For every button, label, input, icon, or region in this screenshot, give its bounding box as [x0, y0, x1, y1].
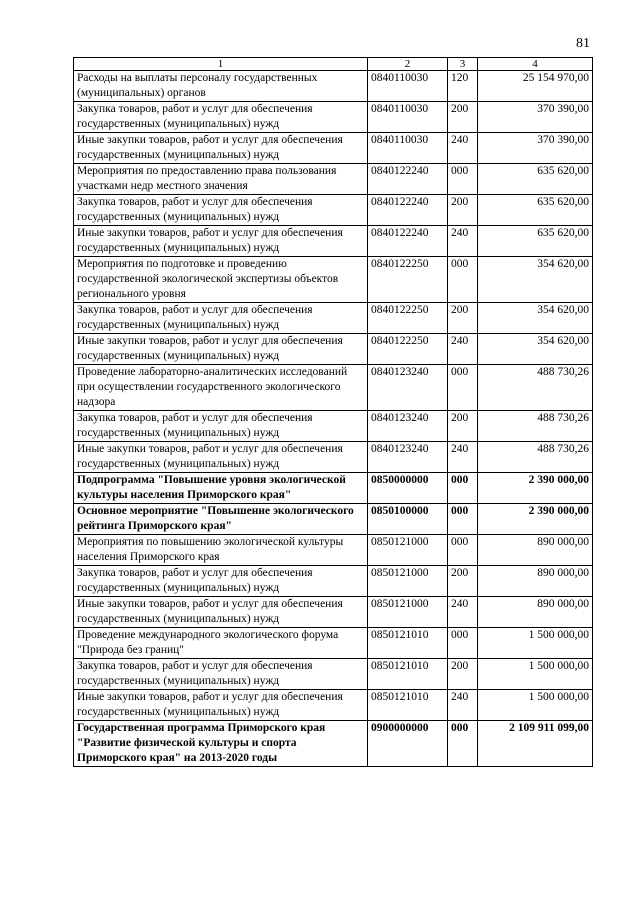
row-type: 000: [448, 257, 478, 303]
row-amount: 370 390,00: [478, 133, 593, 164]
row-type: 000: [448, 504, 478, 535]
row-type: 240: [448, 226, 478, 257]
row-code: 0840122240: [368, 195, 448, 226]
row-name: Иные закупки товаров, работ и услуг для обеспечения государственных (муниципальных) нужд: [74, 442, 368, 473]
row-amount: 354 620,00: [478, 334, 593, 365]
row-name: Государственная программа Приморского края "Развитие физической культуры и спорта Приморского края" на 2013-2020 годы: [74, 721, 368, 767]
row-code: 0850100000: [368, 504, 448, 535]
row-amount: 370 390,00: [478, 102, 593, 133]
row-type: 000: [448, 473, 478, 504]
row-amount: 2 390 000,00: [478, 504, 593, 535]
row-name: Иные закупки товаров, работ и услуг для обеспечения государственных (муниципальных) нужд: [74, 690, 368, 721]
table-row: [74, 133, 593, 164]
row-name: Закупка товаров, работ и услуг для обеспечения государственных (муниципальных) нужд: [74, 566, 368, 597]
table-row: [74, 334, 593, 365]
header-col-3: 3: [448, 58, 478, 71]
header-col-2: 2: [368, 58, 448, 71]
table-row: [74, 257, 593, 303]
row-code: 0850121010: [368, 659, 448, 690]
row-code: 0840122250: [368, 257, 448, 303]
row-code: 0850000000: [368, 473, 448, 504]
table-row: [74, 690, 593, 721]
row-name: Основное мероприятие "Повышение экологического рейтинга Приморского края": [74, 504, 368, 535]
row-amount: 354 620,00: [478, 257, 593, 303]
table-row: [74, 442, 593, 473]
row-amount: 1 500 000,00: [478, 659, 593, 690]
row-type: 200: [448, 659, 478, 690]
row-name: Закупка товаров, работ и услуг для обеспечения государственных (муниципальных) нужд: [74, 195, 368, 226]
row-code: 0840122250: [368, 334, 448, 365]
row-amount: 890 000,00: [478, 535, 593, 566]
table-row: [74, 195, 593, 226]
table-row: [74, 659, 593, 690]
row-code: 0840122250: [368, 303, 448, 334]
row-type: 200: [448, 411, 478, 442]
table-row: [74, 411, 593, 442]
row-name: Иные закупки товаров, работ и услуг для обеспечения государственных (муниципальных) нужд: [74, 334, 368, 365]
header-col-4: 4: [478, 58, 593, 71]
row-type: 200: [448, 102, 478, 133]
row-type: 000: [448, 721, 478, 767]
table-row: [74, 566, 593, 597]
row-code: 0850121000: [368, 566, 448, 597]
row-code: 0840123240: [368, 442, 448, 473]
table-row: [74, 504, 593, 535]
row-type: 000: [448, 535, 478, 566]
row-code: 0840110030: [368, 133, 448, 164]
row-amount: 1 500 000,00: [478, 690, 593, 721]
row-type: 120: [448, 71, 478, 102]
header-col-1: 1: [74, 58, 368, 71]
row-amount: 890 000,00: [478, 597, 593, 628]
row-code: 0900000000: [368, 721, 448, 767]
row-amount: 25 154 970,00: [478, 71, 593, 102]
row-name: Мероприятия по предоставлению права пользования участками недр местного значения: [74, 164, 368, 195]
row-amount: 635 620,00: [478, 226, 593, 257]
row-amount: 635 620,00: [478, 195, 593, 226]
row-amount: 2 390 000,00: [478, 473, 593, 504]
row-type: 240: [448, 133, 478, 164]
budget-table: [73, 57, 593, 767]
row-amount: 488 730,26: [478, 365, 593, 411]
row-code: 0840110030: [368, 71, 448, 102]
row-code: 0850121000: [368, 597, 448, 628]
row-name: Иные закупки товаров, работ и услуг для обеспечения государственных (муниципальных) нужд: [74, 133, 368, 164]
row-name: Расходы на выплаты персоналу государственных (муниципальных) органов: [74, 71, 368, 102]
row-type: 240: [448, 334, 478, 365]
row-name: Закупка товаров, работ и услуг для обеспечения государственных (муниципальных) нужд: [74, 659, 368, 690]
table-row: [74, 597, 593, 628]
table-row: [74, 721, 593, 767]
row-code: 0840110030: [368, 102, 448, 133]
row-type: 200: [448, 303, 478, 334]
row-amount: 635 620,00: [478, 164, 593, 195]
table-row: [74, 164, 593, 195]
row-type: 000: [448, 164, 478, 195]
row-name: Проведение международного экологического форума "Природа без границ": [74, 628, 368, 659]
row-name: Мероприятия по повышению экологической культуры населения Приморского края: [74, 535, 368, 566]
row-type: 240: [448, 442, 478, 473]
row-amount: 488 730,26: [478, 411, 593, 442]
table-row: [74, 535, 593, 566]
page-number: 81: [576, 36, 590, 51]
table-row: [74, 71, 593, 102]
row-name: Закупка товаров, работ и услуг для обеспечения государственных (муниципальных) нужд: [74, 411, 368, 442]
row-code: 0850121000: [368, 535, 448, 566]
row-amount: 354 620,00: [478, 303, 593, 334]
row-name: Закупка товаров, работ и услуг для обеспечения государственных (муниципальных) нужд: [74, 303, 368, 334]
header-row: [74, 58, 593, 71]
row-amount: 2 109 911 099,00: [478, 721, 593, 767]
row-amount: 1 500 000,00: [478, 628, 593, 659]
row-name: Проведение лабораторно-аналитических исследований при осуществлении государственного экологического надзора: [74, 365, 368, 411]
row-type: 240: [448, 690, 478, 721]
table-row: [74, 365, 593, 411]
row-code: 0840123240: [368, 411, 448, 442]
table-row: [74, 303, 593, 334]
row-amount: 890 000,00: [478, 566, 593, 597]
table-row: [74, 473, 593, 504]
row-amount: 488 730,26: [478, 442, 593, 473]
row-type: 000: [448, 365, 478, 411]
row-code: 0840123240: [368, 365, 448, 411]
row-code: 0840122240: [368, 164, 448, 195]
row-name: Иные закупки товаров, работ и услуг для обеспечения государственных (муниципальных) нужд: [74, 226, 368, 257]
row-name: Подпрограмма "Повышение уровня экологической культуры населения Приморского края": [74, 473, 368, 504]
row-code: 0850121010: [368, 690, 448, 721]
row-name: Закупка товаров, работ и услуг для обеспечения государственных (муниципальных) нужд: [74, 102, 368, 133]
table-row: [74, 226, 593, 257]
row-code: 0850121010: [368, 628, 448, 659]
row-type: 240: [448, 597, 478, 628]
row-type: 200: [448, 195, 478, 226]
row-type: 000: [448, 628, 478, 659]
table-row: [74, 628, 593, 659]
row-name: Иные закупки товаров, работ и услуг для обеспечения государственных (муниципальных) нужд: [74, 597, 368, 628]
row-name: Мероприятия по подготовке и проведению государственной экологической экспертизы объектов регионального уровня: [74, 257, 368, 303]
row-type: 200: [448, 566, 478, 597]
row-code: 0840122240: [368, 226, 448, 257]
table-row: [74, 102, 593, 133]
